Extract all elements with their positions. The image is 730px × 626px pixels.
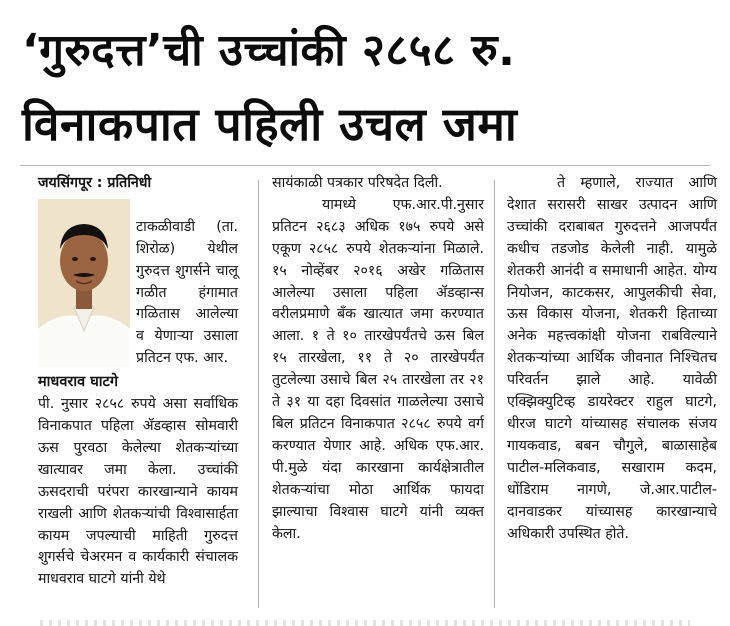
column-2-paragraph-body: यामध्ये एफ.आर.पी.नुसार प्रतिटन २६८३ अधिक १७५ रुपये असे एकूण २८५८ रुपये शेतकऱ्यांना मिळाले. १५ नोव्हेंबर २०१६ अखेर गळितास आलेल्या उसाला पहिला ॲडव्हान्स वरीलप्रमाणे बँक खात्यात जमा करण्यात आला. १ ते १० तारखेपर्यंतचे ऊस बिल १५ तारखेला, ११ ते २० तारखेपर्यंत तुटलेल्या उसाचे बिल २५ तारखेला तर २१ ते ३१ या दहा दिवसांत गाळलेल्या उसाचे बिल प्रतिटन विनाकपात २८५८ रुपये वर्ग करण्यात येणार आहे. अधिक एफ.आर. पी.मुळे यंदा कारखाना कार्यक्षेत्रातील शेतकऱ्यांचा मोठा आर्थिक फायदा झाल्याचा विश्वास घाटगे यांनी व्यक्त केला. bbox=[272, 196, 484, 542]
article-column-3 bbox=[507, 173, 717, 545]
headline-line-2: विनाकपात पहिली उचल जमा bbox=[22, 97, 518, 151]
photo-caption: माधवराव घाटगे bbox=[38, 374, 118, 391]
column-divider-2 bbox=[494, 180, 495, 608]
next-article-fragment bbox=[40, 620, 690, 626]
portrait-illustration bbox=[38, 199, 130, 367]
column-1-text-beside-photo-body: टाकळीवाडी (ता. शिरोळ) येथील गुरुदत्त शुगर्सने चालू गळीत हंगामात गळितास आलेल्या व येणाऱ्या उसाला प्रतिटन एफ. आर. bbox=[136, 218, 238, 367]
dateline: जयसिंगपूर : प्रतिनिधी bbox=[38, 175, 152, 191]
headline-divider bbox=[20, 165, 710, 166]
article-column-2 bbox=[272, 173, 484, 545]
column-2-paragraph bbox=[272, 195, 484, 546]
article-column-1 bbox=[38, 173, 238, 591]
column-1-text: पी. नुसार २८५८ रुपये असा सर्वाधिक विनाकपात पहिला ॲडव्हास सोमवारी ऊस पुरवठा केलेल्या शेतकऱ्यांच्या खात्यावर जमा केला. उच्चांकी ऊसदराची परंपरा कारखान्याने कायम राखली आणि शेतकऱ्यांची विश्वासार्हता कायम जपल्याची माहिती गुरुदत्त शुगर्सचे चेअरमन व कार्यकारी संचालक माधवराव घाटगे यांनी येथे bbox=[38, 396, 238, 588]
column-2-first-line: सायंकाळी पत्रकार परिषदेत दिली. bbox=[272, 175, 443, 191]
column-divider-1 bbox=[258, 180, 259, 608]
column-3-paragraph bbox=[507, 173, 717, 545]
portrait-photo bbox=[38, 199, 130, 367]
column-3-paragraph-body: ते म्हणाले, राज्यात आणि देशात सरासरी साखर उत्पादन आणि उच्चांकी दराबाबत गुरुदत्तने आजपर्यंत कधीच तडजोड केलेली नाही. यामुळे शेतकरी आनंदी व समाधानी आहेत. योग्य नियोजन, काटकसर, आपुलकीची सेवा, ऊस विकास योजना, शेतकरी हिताच्या अनेक महत्त्वकांक्षी योजना राबविल्याने शेतकऱ्यांच्या आर्थिक जीवनात निश्चितच परिवर्तन झाले आहे. यावेळी एक्झिक्युटिव्ह डायरेक्टर राहुल घाटगे, धीरज घाटगे यांच्यासह संचालक संजय गायकवाड, बबन चौगुले, बाळासाहेब पाटील-मलिकवाड, सखाराम कदम, धोंडिराम नागणे, जे.आर.पाटील-दानवाडकर यांच्यासह कारखान्याचे अधिकारी उपस्थित होते. bbox=[507, 175, 717, 542]
headline-line-1: ‘गुरुदत्त’ची उच्चांकी २८५८ रु. bbox=[22, 25, 516, 76]
